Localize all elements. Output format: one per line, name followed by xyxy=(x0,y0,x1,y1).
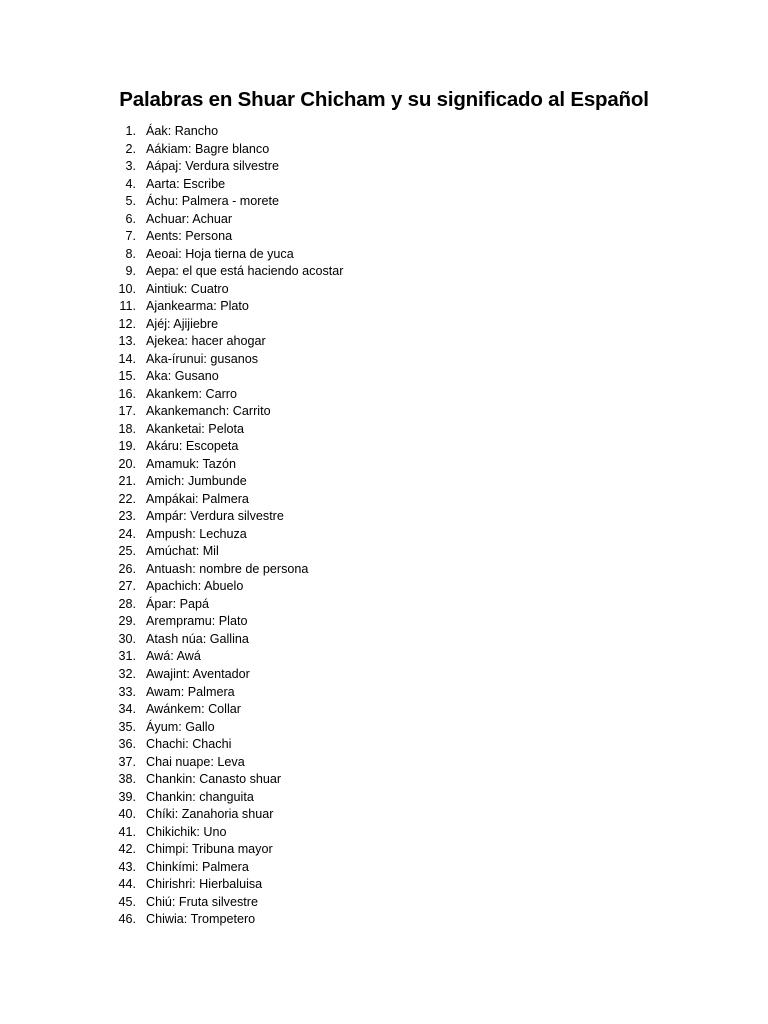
list-item-text: Aeoai: Hoja tierna de yuca xyxy=(146,246,294,261)
list-item xyxy=(108,281,668,299)
list-item-number: 29. xyxy=(118,614,136,629)
list-item-number: 15. xyxy=(118,369,136,384)
list-item-number: 39. xyxy=(118,789,136,804)
list-item xyxy=(108,771,668,789)
list-item-number: 21. xyxy=(118,474,136,489)
list-item xyxy=(108,386,668,404)
list-item xyxy=(108,228,668,246)
list-item-text: Awánkem: Collar xyxy=(146,702,241,717)
list-item-text: Ajekea: hacer ahogar xyxy=(146,334,266,349)
list-item-number: 13. xyxy=(118,334,136,349)
list-item xyxy=(108,806,668,824)
list-item-text: Chirishri: Hierbaluisa xyxy=(146,877,263,892)
list-item xyxy=(108,193,668,211)
list-item-text: Awajint: Aventador xyxy=(146,666,250,681)
list-item xyxy=(108,158,668,176)
list-item-text: Akáru: Escopeta xyxy=(146,439,239,454)
list-item xyxy=(108,298,668,316)
list-item-number: 31. xyxy=(118,649,136,664)
list-item-text: Atash núa: Gallina xyxy=(146,631,249,646)
list-item-text: Chiú: Fruta silvestre xyxy=(146,894,258,909)
list-item xyxy=(108,368,668,386)
list-item xyxy=(108,859,668,877)
list-item-text: Ampákai: Palmera xyxy=(146,491,249,506)
list-item-number: 4. xyxy=(125,176,136,191)
list-item-number: 40. xyxy=(118,807,136,822)
list-item-text: Chíki: Zanahoria shuar xyxy=(146,807,274,822)
list-item-text: Awam: Palmera xyxy=(146,684,235,699)
list-item-number: 44. xyxy=(118,877,136,892)
list-item xyxy=(108,211,668,229)
list-item-number: 30. xyxy=(118,631,136,646)
list-item xyxy=(108,613,668,631)
list-item-number: 42. xyxy=(118,842,136,857)
list-item xyxy=(108,543,668,561)
list-item-number: 11. xyxy=(119,299,136,314)
list-item xyxy=(108,316,668,334)
list-item-number: 17. xyxy=(118,404,136,419)
list-item-text: Chimpi: Tribuna mayor xyxy=(146,842,273,857)
list-item xyxy=(108,438,668,456)
list-item-number: 16. xyxy=(118,386,136,401)
list-item xyxy=(108,894,668,912)
list-item-text: Chiwia: Trompetero xyxy=(146,912,256,927)
list-item-text: Aka: Gusano xyxy=(146,369,219,384)
list-item-text: Aákiam: Bagre blanco xyxy=(146,141,270,156)
list-item xyxy=(108,403,668,421)
list-item-text: Amúchat: Mil xyxy=(146,544,219,559)
list-item xyxy=(108,596,668,614)
list-item-number: 41. xyxy=(118,824,136,839)
list-item-number: 33. xyxy=(118,684,136,699)
list-item-text: Achuar: Achuar xyxy=(146,211,233,226)
list-item-number: 14. xyxy=(118,351,136,366)
list-item-text: Akanketai: Pelota xyxy=(146,421,245,436)
list-item xyxy=(108,456,668,474)
list-item-text: Ajéj: Ajijiebre xyxy=(146,316,219,331)
list-item-text: Akankemanch: Carrito xyxy=(146,404,271,419)
list-item xyxy=(108,719,668,737)
list-item-text: Arempramu: Plato xyxy=(146,614,248,629)
list-item xyxy=(108,701,668,719)
list-item-text: Chachi: Chachi xyxy=(146,737,232,752)
list-item-number: 37. xyxy=(118,754,136,769)
list-item-text: Áak: Rancho xyxy=(146,124,219,138)
list-item-text: Aarta: Escribe xyxy=(146,176,226,191)
list-item xyxy=(108,176,668,194)
list-item-number: 6. xyxy=(125,211,136,226)
list-item xyxy=(108,578,668,596)
list-item-number: 19. xyxy=(118,439,136,454)
list-item-text: Apachich: Abuelo xyxy=(146,579,244,594)
list-item-number: 46. xyxy=(118,912,136,927)
list-item xyxy=(108,684,668,702)
list-item-text: Amamuk: Tazón xyxy=(146,456,237,471)
list-item-text: Chai nuape: Leva xyxy=(146,754,245,769)
list-item-text: Chinkími: Palmera xyxy=(146,859,249,874)
list-item-number: 25. xyxy=(118,544,136,559)
list-item-text: Aepa: el que está haciendo acostar xyxy=(146,264,344,279)
list-item-text: Aintiuk: Cuatro xyxy=(146,281,229,296)
list-item-text: Akankem: Carro xyxy=(146,386,237,401)
list-item-number: 26. xyxy=(118,561,136,576)
list-item xyxy=(108,473,668,491)
list-item xyxy=(108,123,668,141)
word-list xyxy=(108,123,668,929)
list-item-number: 8. xyxy=(125,246,136,261)
list-item xyxy=(108,789,668,807)
list-item-number: 10. xyxy=(118,281,136,296)
list-item-text: Áchu: Palmera - morete xyxy=(146,194,279,209)
list-item xyxy=(108,736,668,754)
list-item-text: Áyum: Gallo xyxy=(146,719,215,734)
list-item-text: Ampár: Verdura silvestre xyxy=(146,509,284,524)
list-item-number: 12. xyxy=(118,316,136,331)
list-item-number: 28. xyxy=(118,596,136,611)
list-item-text: Chankin: changuita xyxy=(146,789,254,804)
list-item xyxy=(108,263,668,281)
list-item-text: Ápar: Papá xyxy=(146,596,210,611)
list-item xyxy=(108,911,668,929)
list-item-number: 22. xyxy=(118,491,136,506)
list-item-number: 34. xyxy=(118,702,136,717)
list-item xyxy=(108,754,668,772)
list-item-text: Chankin: Canasto shuar xyxy=(146,772,282,787)
list-item xyxy=(108,246,668,264)
list-item xyxy=(108,351,668,369)
list-item-text: Ampush: Lechuza xyxy=(146,526,247,541)
list-item-number: 43. xyxy=(118,859,136,874)
list-item xyxy=(108,648,668,666)
list-item xyxy=(108,421,668,439)
list-item-text: Chikichik: Uno xyxy=(146,824,227,839)
list-item-text: Antuash: nombre de persona xyxy=(146,561,309,576)
list-item-number: 1. xyxy=(125,124,136,138)
list-item-number: 18. xyxy=(118,421,136,436)
list-item-number: 24. xyxy=(118,526,136,541)
list-item-number: 2. xyxy=(125,141,136,156)
list-item-number: 27. xyxy=(118,579,136,594)
list-item-number: 36. xyxy=(118,737,136,752)
list-item-number: 20. xyxy=(118,456,136,471)
list-item xyxy=(108,876,668,894)
list-item-number: 38. xyxy=(118,772,136,787)
list-item-number: 32. xyxy=(118,666,136,681)
list-item xyxy=(108,631,668,649)
list-item xyxy=(108,841,668,859)
list-item xyxy=(108,491,668,509)
list-item-number: 23. xyxy=(118,509,136,524)
list-item-number: 9. xyxy=(125,264,136,279)
list-item-number: 45. xyxy=(118,894,136,909)
list-item xyxy=(108,508,668,526)
list-item-text: Awá: Awá xyxy=(146,649,201,664)
list-item-number: 35. xyxy=(118,719,136,734)
list-item xyxy=(108,666,668,684)
list-item-number: 7. xyxy=(125,229,136,244)
list-item-text: Aents: Persona xyxy=(146,229,233,244)
list-item xyxy=(108,561,668,579)
list-item-text: Amich: Jumbunde xyxy=(146,474,247,489)
list-item-text: Aka-írunui: gusanos xyxy=(146,351,259,366)
list-item-text: Aápaj: Verdura silvestre xyxy=(146,159,280,174)
list-item xyxy=(108,526,668,544)
list-item-number: 5. xyxy=(125,194,136,209)
list-item xyxy=(108,141,668,159)
page-title: Palabras en Shuar Chicham y su significado al Español xyxy=(119,88,649,111)
list-item-number: 3. xyxy=(125,159,136,174)
list-item-text: Ajankearma: Plato xyxy=(146,299,249,314)
list-item xyxy=(108,824,668,842)
list-item xyxy=(108,333,668,351)
